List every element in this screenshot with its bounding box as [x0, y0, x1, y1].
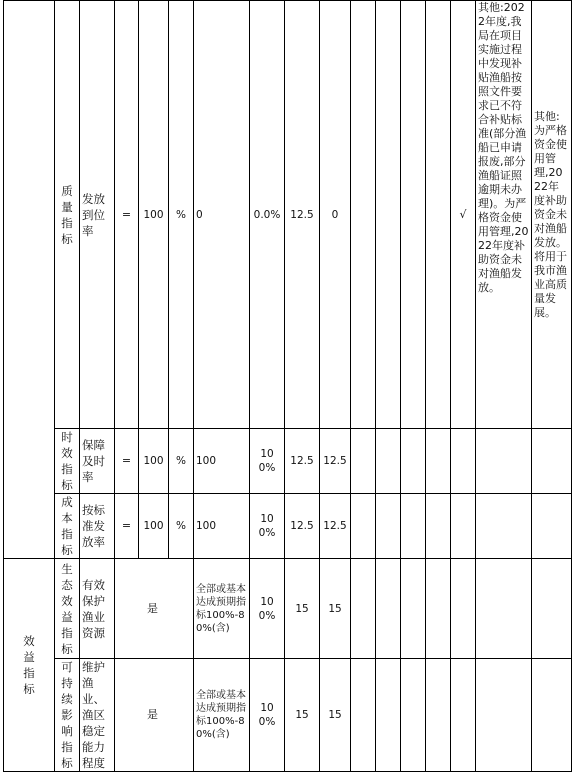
blank-timeliness-1: [351, 429, 376, 494]
blank-sustain-6: [476, 659, 532, 772]
unit-quality: %: [169, 1, 194, 429]
blank-cost-2: [376, 494, 401, 559]
unit-cost: %: [169, 494, 194, 559]
blank-cost-4: [426, 494, 451, 559]
category-cost: 成本指标: [55, 494, 80, 559]
actual-sustain: 全部或基本达成预期指标100%-80%(含): [194, 659, 250, 772]
rate-ecology: 100%: [250, 559, 285, 659]
indicator-name-quality: 发放到位率: [80, 1, 115, 429]
blank-sustain-7: [532, 659, 572, 772]
operator-quality: =: [115, 1, 139, 429]
target-sustain: 是: [115, 659, 194, 772]
blank-ecology-7: [532, 559, 572, 659]
level1-benefit-label: 效益指标: [4, 559, 55, 772]
rate-cost: 100%: [250, 494, 285, 559]
blank-quality-3: [401, 1, 426, 429]
blank-ecology-5: [451, 559, 476, 659]
score-sustain: 15: [320, 659, 351, 772]
check-mark-quality: √: [451, 1, 476, 429]
blank-ecology-1: [351, 559, 376, 659]
operator-cost: =: [115, 494, 139, 559]
category-sustain: 可持续影响指标: [55, 659, 80, 772]
category-timeliness: 时效指标: [55, 429, 80, 494]
indicator-name-cost: 按标准发放率: [80, 494, 115, 559]
weight-ecology: 15: [285, 559, 320, 659]
actual-timeliness: 100: [194, 429, 250, 494]
table-row-cost: [4, 494, 572, 559]
blank-ecology-2: [376, 559, 401, 659]
rate-quality: 0.0%: [250, 1, 285, 429]
blank-cost-5: [451, 494, 476, 559]
blank-cost-3: [401, 494, 426, 559]
weight-sustain: 15: [285, 659, 320, 772]
table-row-ecology: [4, 559, 572, 659]
score-quality: 0: [320, 1, 351, 429]
blank-sustain-2: [376, 659, 401, 772]
rate-sustain: 100%: [250, 659, 285, 772]
blank-quality-4: [426, 1, 451, 429]
table-row-timeliness: [4, 429, 572, 494]
target-quality: 100: [139, 1, 169, 429]
blank-ecology-3: [401, 559, 426, 659]
target-ecology: 是: [115, 559, 194, 659]
blank-cost-6: [476, 494, 532, 559]
score-cost: 12.5: [320, 494, 351, 559]
weight-quality: 12.5: [285, 1, 320, 429]
score-ecology: 15: [320, 559, 351, 659]
blank-timeliness-5: [451, 429, 476, 494]
weight-cost: 12.5: [285, 494, 320, 559]
actual-ecology: 全部或基本达成预期指标100%-80%(含): [194, 559, 250, 659]
target-timeliness: 100: [139, 429, 169, 494]
operator-timeliness: =: [115, 429, 139, 494]
blank-timeliness-4: [426, 429, 451, 494]
blank-cost-1: [351, 494, 376, 559]
blank-quality-1: [351, 1, 376, 429]
target-cost: 100: [139, 494, 169, 559]
indicator-name-sustain: 维护渔业、渔区稳定能力程度: [80, 659, 115, 772]
weight-timeliness: 12.5: [285, 429, 320, 494]
table-row-sustain: [4, 659, 572, 772]
indicator-name-timeliness: 保障及时率: [80, 429, 115, 494]
blank-ecology-4: [426, 559, 451, 659]
blank-sustain-4: [426, 659, 451, 772]
reason-quality: 其他:2022年度,我局在项目实施过程中发现补贴渔船按照文件要求已不符合补贴标准(部分渔船已申请报废,部分渔船证照逾期未办理)。为严格资金使用管理,2022年度补助资金未对渔船发放。: [476, 1, 532, 429]
blank-timeliness-7: [532, 429, 572, 494]
category-ecology: 生态效益指标: [55, 559, 80, 659]
category-quality: 质量指标: [55, 1, 80, 429]
blank-cost-7: [532, 494, 572, 559]
blank-timeliness-6: [476, 429, 532, 494]
actual-cost: 100: [194, 494, 250, 559]
score-timeliness: 12.5: [320, 429, 351, 494]
blank-timeliness-2: [376, 429, 401, 494]
unit-timeliness: %: [169, 429, 194, 494]
measure-quality: 其他:为严格资金使用管理,2022年度补助资金未对渔船发放。将用于我市渔业高质量发展。: [532, 1, 572, 429]
blank-ecology-6: [476, 559, 532, 659]
performance-indicator-table: [3, 0, 572, 772]
blank-sustain-3: [401, 659, 426, 772]
blank-sustain-5: [451, 659, 476, 772]
actual-quality: 0: [194, 1, 250, 429]
blank-timeliness-3: [401, 429, 426, 494]
indicator-name-ecology: 有效保护渔业资源: [80, 559, 115, 659]
table-row-quality: [4, 1, 572, 429]
blank-sustain-1: [351, 659, 376, 772]
blank-quality-2: [376, 1, 401, 429]
rate-timeliness: 100%: [250, 429, 285, 494]
level1-output-cell-blank: [4, 1, 55, 559]
